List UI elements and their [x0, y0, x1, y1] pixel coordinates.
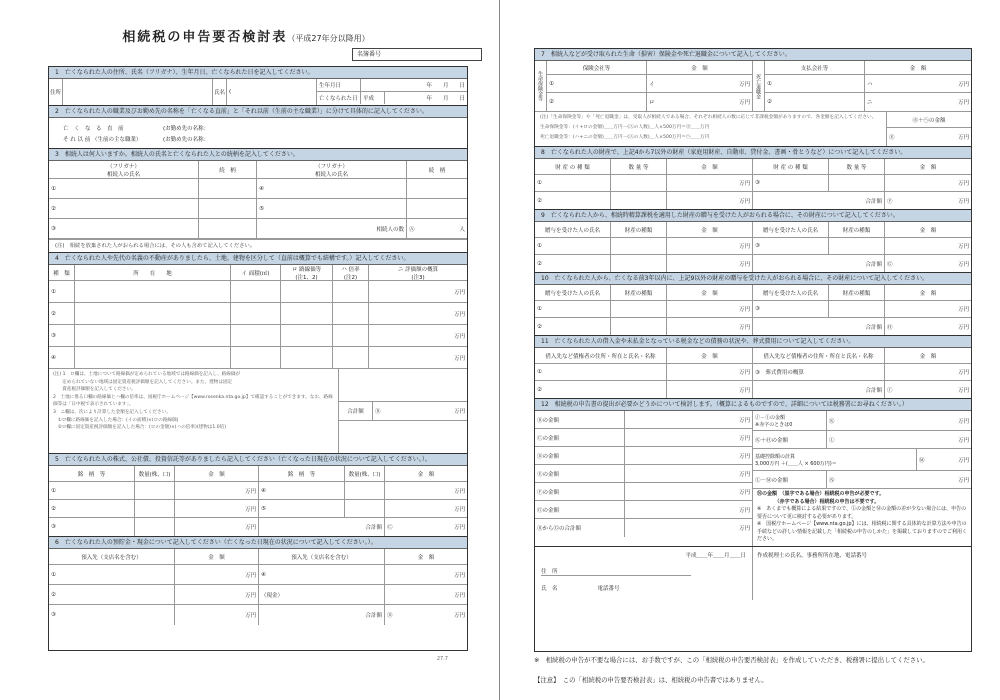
section-6: 6 亡くなられた人の預貯金・現金について記入してください（亡くなった日現在の状況について記入してください。）。 預入先（支店名を含む） 金 額 預入先（支店名を含む） 金 額 ① 万円 ④ 万円 ② 万円 （現金） 万円 ③ 万円 合計額 Ⓓ 万円	[49, 536, 467, 625]
land-address-3[interactable]	[75, 325, 231, 346]
section-1-header: 1 亡くなられた人の住所、氏名（フリガナ）、生年月日、亡くなられた日を記入してください。	[49, 67, 467, 79]
address-field[interactable]	[63, 79, 213, 105]
signer-name[interactable]: 氏 名	[541, 585, 558, 592]
other-assets-total[interactable]: Ⓕ 万円	[887, 198, 969, 205]
section-10: 10 亡くなられた人から、亡くなる前3年以内に、上記9以外の財産の贈与を受けた人がおられる場合に、その財産について記入してください。 贈与を受けた人の氏名 財産の種類 金 額 贈与を受けた人の氏名 財産の種類 金 額 ① 万円 ③ 万円 ② 万円 合計額 Ⓗ 万円	[535, 272, 971, 335]
section-3: 3 相続人は何人いますか。相続人の氏名と亡くなられた人との続柄を記入してください。 （フリガナ） 相続人の氏名 続 柄 （フリガナ） 相続人の氏名 続 柄 ① ④ ② ⑤ ③ 相続人の数 Ⓐ 人 (注) 相続を放棄された人がおられる場合には、その人も含めて記入してください。	[49, 148, 467, 252]
section-4-notes: (注) 1 ロ欄は、土地について路線価が定められている地域では路線価を記入し、路線価が 定められていない地域は固定資産税評価額を記入してください。また、建物は固定 資産税評価額を記入してください。 2 土地に係る口欄の路線価とハ欄の倍率は、国税庁ホームページ【www.rosenka.nta.go.jp】で確認することができます。なお、路線価等は「日中税で表示されています」。 3 ニ欄は、次により計算した金額を記入してください。 ①ロ欄に路線価を記入した場合：(イの面積)×(ロの路線価) ②ロ欄に固定資産税評価額を記入した場合：(ロの金額)×(ハの倍率)(建物は1.0倍)	[49, 369, 339, 453]
heir-relation-5[interactable]	[407, 199, 467, 218]
insurance-total-field[interactable]: Ⓔ 万円	[889, 135, 969, 141]
section-2: 2 亡くなられた人の職業及びお勤め先の名称を「亡くなる直前」と「それ以前（生前の主な職業）」に分けて具体的に記入してください。 亡 く な る 直 前 (お勤め先の名称： そ れ 以 前 （生前の主な職業） (お勤め先の名称：	[49, 105, 467, 148]
heir-relation-1[interactable]	[199, 179, 257, 198]
page-divider	[499, 0, 500, 700]
gift-settlement-total[interactable]: Ⓖ 万円	[887, 261, 969, 268]
land-address-1[interactable]	[75, 281, 231, 302]
right-page: 7 相続人などが受け取られた生命（損害）保険金や死亡退職金について記入してください。 生命保険金等 保険会社等 金 額 ① イ 万円 ② ロ 万円 死亡退職金 支払会社等 金 額 ① ハ 万円 ② ニ 万円 (注)「生命保険金等」や「死亡退職金」は、受取人が相続人である場合、それぞれ相続人の数に応じて非課税金額がありますので、各金額を記入してください。 生命保険金等：(イ+ロの金額)＿＿万円－(Ⓐの人数)＿人×500万円＝㋭＿＿万円 死亡退職金等：(ハ+ニの金額)＿＿万円－(Ⓐの人数)＿人×500万円＝㋬＿＿万円 ㋭＋㋬の金額 Ⓔ 万円 8 亡くなられた人の財産で、上記4から7以外の財産（家庭用財産、自動車、貸付金、書画・骨とうなど）について記入してください。 財 産 の 種 類 数 量 等 金 額 財 産 の 種 類 数 量 等 金 額 ① 万円 ③ 万円 ② 万円 合計額 Ⓕ 万円 9 亡くなられた人から、相続時精算課税を適用した財産の贈与を受けた人がおられる場合に、その財産について記入してください。 贈与を受けた人の氏名 財産の種類 金 額 贈与を受けた人の氏名 財産の種類 金 額 ① 万円 ③ 万円 ② 万円 合計額 Ⓖ 万円 10 亡くなられた人から、亡くなる前3年以内に、上記9以外の財産の贈与を受けた人がおられる場合に、その財産について記入してください。 贈与を受けた人の氏名 財産の種類 金 額 贈与を受けた人の氏名 財産の種類 金 額 ① 万円 ③ 万円 ② 万円 合計額 Ⓗ 万円 11 亡くなられた人の借入金や未払金となっている税金などの債務の状況や、葬式費用について記入してください。 借入先など債権者の住所・所在と氏名・名称 金 額 借入先など債権者の住所・所在と氏名・名称 金 額 ① 万円 ③ 葬式費用の概算 万円 ② 万円 合計額 Ⓘ 万円 12 相続税の申告書の提出が必要かどうかについて検討します。（概算によるものですので、詳細については税務署にお尋ねください。） Ⓑの金額 万円 Ⓒの金額 万円 Ⓓの金額 万円 Ⓔの金額 万円 Ⓕの金額 万円 Ⓖの金額 万円 ⒷからⒼの合計額 万円 Ⓙ－Ⓘの金額 ※赤字のときは0 Ⓚ 万円 Ⓚ＋Ⓗの金額 Ⓛ 万円 基礎控除額の計算 3,000万円 ＋(＿＿人 × 600万円)＝ Ⓜ 万円 Ⓛ－Ⓜの金額 Ⓝ 万円 Ⓝの金額 （黒字である場合）相続税の申告が必要です。 （赤字である場合）相続税の申告は不要です。 ※ あくまでも概算による結果ですので、Ⓛの金額とⓂの金額の差が少ない場合には、申告の要否について更に検討する必要があります。 ※ 国税庁ホームページ【www.nta.go.jp】には、相続税に関する具体的な計算方法や申告の手続などの詳しい情報を記載した「相続税の申告のしかた」を掲載しておりますのでご利用ください。 平成＿＿年＿＿月＿＿日 住 所 氏 名 電話番号 作成税理士の氏名、事務所所在地、電話番号 ※ 相続税の申告が不要な場合には、お手数ですが、この「相続税の申告要否検討表」を作成していただき、税務署に提出してください。 【注意】 この「相続税の申告要否検討表」は、相続税の申告書ではありません。	[512, 6, 996, 696]
heir-relation-4[interactable]	[407, 179, 467, 198]
signer-address[interactable]: 住 所	[541, 567, 691, 576]
heir-count-field[interactable]: Ⓐ 人	[409, 226, 465, 233]
name-field[interactable]: (	[227, 79, 317, 105]
section-12: 12 相続税の申告書の提出が必要かどうかについて検討します。（概算によるものですので、詳細については税務署にお尋ねください。） Ⓑの金額 万円 Ⓒの金額 万円 Ⓓの金額 万円 Ⓔの金額 万円 Ⓕの金額 万円 Ⓖの金額 万円 ⒷからⒼの合計額 万円 Ⓙ－Ⓘの金額 ※赤字のときは0 Ⓚ 万円 Ⓚ＋Ⓗの金額 Ⓛ 万円 基礎控除額の計算 3,000万円 ＋(＿＿人 × 600万円)＝ Ⓜ 万円 Ⓛ－Ⓜの金額 Ⓝ 万円 Ⓝの金額 （黒字である場合）相続税の申告が必要です。 （赤字である場合）相続税の申告は不要です。 ※ あくまでも概算による結果ですので、Ⓛの金額とⓂの金額の差が少ない場合には、申告の要否について更に検討する必要があります。 ※ 国税庁ホームページ【www.nta.go.jp】には、相続税に関する具体的な計算方法や申告の手続などの詳しい情報を記載した「相続税の申告のしかた」を掲載しておりますのでご利用ください。	[535, 398, 971, 546]
land-total-field[interactable]: Ⓑ 万円	[375, 409, 465, 415]
gift-3yr-total[interactable]: Ⓗ 万円	[887, 324, 969, 331]
left-page: 相続税の申告要否検討表（平成27年分以降用） 名簿番号 1 亡くなられた人の住所、氏名（フリガナ）、生年月日、亡くなられた日を記入してください。 住所 氏名 ( 生年月日 年 月 日 亡くなられた日 平成 年 月 日 2 亡くなられた人の職業及びお勤め先の名称を「亡くなる直前」と「それ以前（生前の主な職業）」に分けて具体的に記入してください。 亡 く な る 直 前 (お勤め先の名称： そ れ 以 前 （生前の主な職業） (お勤め先の名称： 3 相続人は何人いますか。相続人の氏名と亡くなられた人との続柄を記入してください。 （フリガナ） 相続人の氏名 続 柄 （フリガナ） 相続人の氏名 続 柄 ① ④ ② ⑤ ③ 相続人の数 Ⓐ 人 (注) 相続を放棄された人がおられる場合には、その人も含めて記入してください。 4 亡くなられた人や先代の名義の不動産がありましたら、土地、建物を区分して（直前は概算でも結構です。）記入してください。 種 類 所 在 地 イ 面積(㎡) ロ 路線価等 (注1、2) ハ 倍率 (注2) ニ 評価額の概算 (注3) ① 万円 ② 万円 ③ 万円 ④ 万円 (注) 1 ロ欄は、土地について路線価が定められている地域では路線価を記入し、路線価が 定められていない地域は固定資産税評価額を記入してください。また、建物は固定 資産税評価額を記入してください。 2 土地に係る口欄の路線価とハ欄の倍率は、国税庁ホームページ【www.rosenka.nta.go.jp】で確認することができます。なお、路線価等は「日中税で表示されています」。 3 ニ欄は、次により計算した金額を記入してください。 ①ロ欄に路線価を記入した場合：(イの面積)×(ロの路線価) ②ロ欄に固定資産税評価額を記入した場合：(ロの金額)×(ハの倍率)(建物は1.0倍) 合計額 Ⓑ 万円 5 亡くなられた人の株式、公社債、投資信託等がありましたら記入してください（亡くなった日現在の状況について記入してください。）。 銘 柄 等 数量(株、口) 金 額 銘 柄 等 数量(株、口) 金 額 ① 万円 ④ 万円 ② 万円 ⑤ 万円 ③ 万円 合計額 Ⓒ 万円 6 亡くなられた人の預貯金・現金について記入してください（亡くなった日現在の状況について記入してください。）。 預入先（支店名を含む） 金 額 預入先（支店名を含む） 金 額 ① 万円 ④ 万円 ② 万円 （現金） 万円 ③ 万円 合計額 Ⓓ 万円 27.7	[4, 6, 488, 696]
death-date-field[interactable]: 年 月 日	[426, 96, 465, 102]
stock-total-field[interactable]: Ⓒ 万円	[387, 525, 465, 531]
section-11: 11 亡くなられた人の借入金や未払金となっている税金などの債務の状況や、葬式費用について記入してください。 借入先など債権者の住所・所在と氏名・名称 金 額 借入先など債権者の住所・所在と氏名・名称 金 額 ① 万円 ③ 葬式費用の概算 万円 ② 万円 合計額 Ⓘ 万円	[535, 335, 971, 398]
section-7-notes: (注)「生命保険金等」や「死亡退職金」は、受取人が相続人である場合、それぞれ相続人の数に応じて非課税金額がありますので、各金額を記入してください。 生命保険金等：(イ+ロの金額)＿＿万円－(Ⓐの人数)＿人×500万円＝㋭＿＿万円 死亡退職金等：(ハ+ニの金額)＿＿万円－(Ⓐの人数)＿人×500万円＝㋬＿＿万円	[535, 112, 887, 146]
signer-tel[interactable]: 電話番号	[597, 585, 620, 592]
deposit-total-field[interactable]: Ⓓ 万円	[387, 613, 465, 619]
signature-block: 平成＿＿年＿＿月＿＿日 住 所 氏 名 電話番号 作成税理士の氏名、事務所所在地、電話番号	[535, 546, 971, 600]
section-8: 8 亡くなられた人の財産で、上記4から7以外の財産（家庭用財産、自動車、貸付金、書画・骨とうなど）について記入してください。 財 産 の 種 類 数 量 等 金 額 財 産 の 種 類 数 量 等 金 額 ① 万円 ③ 万円 ② 万円 合計額 Ⓕ 万円	[535, 146, 971, 209]
reference-number-box[interactable]: 名簿番号	[352, 48, 482, 61]
tax-accountant-field[interactable]: 作成税理士の氏名、事務所所在地、電話番号	[757, 552, 868, 559]
debt-total[interactable]: Ⓘ 万円	[887, 387, 969, 394]
page-title: 相続税の申告要否検討表（平成27年分以降用）	[122, 30, 370, 45]
birth-date-field[interactable]: 年 月 日	[426, 83, 465, 89]
occupation-before-field[interactable]: (お勤め先の名称：	[163, 137, 210, 143]
heir-relation-2[interactable]	[199, 199, 257, 218]
section-4: 4 亡くなられた人や先代の名義の不動産がありましたら、土地、建物を区分して（直前は概算でも結構です。）記入してください。 種 類 所 在 地 イ 面積(㎡) ロ 路線価等 (注1、2) ハ 倍率 (注2) ニ 評価額の概算 (注3) ① 万円 ② 万円 ③ 万円 ④ 万円 (注) 1 ロ欄は、土地について路線価が定められている地域では路線価を記入し、路線価が 定められていない地域は固定資産税評価額を記入してください。また、建物は固定 資産税評価額を記入してください。 2 土地に係る口欄の路線価とハ欄の倍率は、国税庁ホームページ【www.rosenka.nta.go.jp】で確認することができます。なお、路線価等は「日中税で表示されています」。 3 ニ欄は、次により計算した金額を記入してください。 ①ロ欄に路線価を記入した場合：(イの面積)×(ロの路線価) ②ロ欄に固定資産税評価額を記入した場合：(ロの金額)×(ハの倍率)(建物は1.0倍) 合計額 Ⓑ 万円	[49, 252, 467, 453]
right-form	[534, 48, 972, 652]
section-1: 1 亡くなられた人の住所、氏名（フリガナ）、生年月日、亡くなられた日を記入してください。 住所 氏名 ( 生年月日 年 月 日 亡くなられた日 平成 年 月 日	[49, 67, 467, 105]
occupation-now-field[interactable]: (お勤め先の名称：	[163, 126, 210, 132]
section-9: 9 亡くなられた人から、相続時精算課税を適用した財産の贈与を受けた人がおられる場合に、その財産について記入してください。 贈与を受けた人の氏名 財産の種類 金 額 贈与を受けた人の氏名 財産の種類 金 額 ① 万円 ③ 万円 ② 万円 合計額 Ⓖ 万円	[535, 209, 971, 272]
section-5: 5 亡くなられた人の株式、公社債、投資信託等がありましたら記入してください（亡くなった日現在の状況について記入してください。）。 銘 柄 等 数量(株、口) 金 額 銘 柄 等 数量(株、口) 金 額 ① 万円 ④ 万円 ② 万円 ⑤ 万円 ③ 万円 合計額 Ⓒ 万円	[49, 453, 467, 536]
land-address-2[interactable]	[75, 303, 231, 324]
section-7: 7 相続人などが受け取られた生命（損害）保険金や死亡退職金について記入してください。 生命保険金等 保険会社等 金 額 ① イ 万円 ② ロ 万円 死亡退職金 支払会社等 金 額 ① ハ 万円 ② ニ 万円 (注)「生命保険金等」や「死亡退職金」は、受取人が相続人である場合、それぞれ相続人の数に応じて非課税金額がありますので、各金額を記入してください。 生命保険金等：(イ+ロの金額)＿＿万円－(Ⓐの人数)＿人×500万円＝㋭＿＿万円 死亡退職金等：(ハ+ニの金額)＿＿万円－(Ⓐの人数)＿人×500万円＝㋬＿＿万円 ㋭＋㋬の金額 Ⓔ 万円	[535, 49, 971, 146]
left-form	[48, 66, 468, 651]
heir-relation-3[interactable]	[199, 219, 257, 238]
land-address-4[interactable]	[75, 347, 231, 368]
